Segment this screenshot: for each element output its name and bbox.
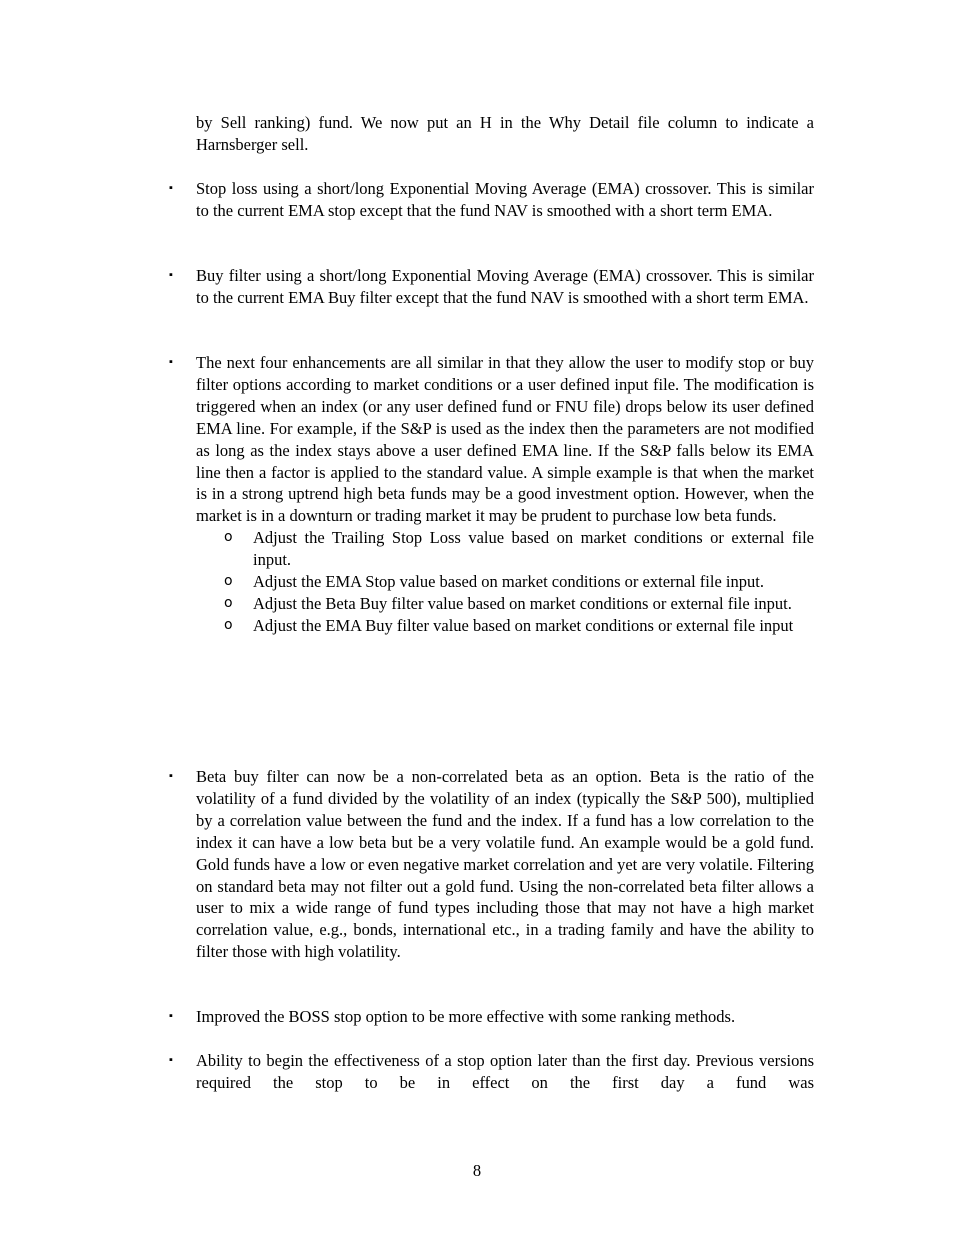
- bullet-paragraph-boss-stop: Improved the BOSS stop option to be more effective with some ranking methods.: [196, 1007, 736, 1026]
- bullet-paragraph-ema-stop: Stop loss using a short/long Exponential Moving Average (EMA) crossover. This is similar to the current EMA stop except that the fund NAV is smoothed with a short term EMA.: [196, 179, 814, 220]
- sub-item-text: Adjust the EMA Stop value based on market conditions or external file input.: [253, 572, 764, 592]
- bullet-marker: ▪: [169, 182, 173, 194]
- bullet-paragraph-non-correlated-beta: Beta buy filter can now be a non-correlated beta as an option. Beta is the ratio of the volatility of a fund divided by the volatility of an index (typically the S&P 500), multiplied by a correlation value between the fund and the index. If a fund has a low correlation to the index it can have a low beta but be a very volatile fund. An example would be a gold fund. Gold funds have a low or even negative market correlation and yet are very volatile. Filtering on standard beta may not filter out a gold fund. Using the non-correlated beta filter allows a user to mix a wide range of fund types including those that may not have a high market correlation value, e.g., bonds, international etc., in a trading family and have the ability to filter those with high volatility.: [196, 767, 814, 962]
- bullet-marker: ▪: [169, 1010, 173, 1022]
- sub-list-item: [196, 527, 814, 571]
- sub-bullet-marker: o: [224, 616, 233, 633]
- sub-list-item: [196, 593, 814, 615]
- bullet-paragraph-ema-buy-filter: Buy filter using a short/long Exponential Moving Average (EMA) crossover. This is similar to the current EMA Buy filter except that the fund NAV is smoothed with a short term EMA.: [196, 266, 814, 307]
- page-number: 8: [472, 1161, 482, 1180]
- sub-item-text: Adjust the Beta Buy filter value based on market conditions or external file input.: [253, 593, 792, 613]
- sub-item-text: Adjust the EMA Buy filter value based on market conditions or external file input: [253, 615, 794, 635]
- bullet-marker: ▪: [169, 269, 173, 281]
- sub-bullet-marker: o: [224, 573, 233, 590]
- bullet-marker: ▪: [169, 1054, 173, 1066]
- bullet-marker: ▪: [169, 356, 173, 368]
- sub-bullet-marker: o: [224, 594, 233, 611]
- bullet-marker: ▪: [169, 770, 173, 782]
- bullet-block-market-conditions: [196, 352, 814, 637]
- sub-bullet-marker: o: [224, 529, 233, 546]
- sub-bullet-list: [196, 527, 814, 637]
- bullet-paragraph-stop-start-day: Ability to begin the effectiveness of a stop option later than the first day. Previous versions required the stop to be in effect on the first day a fund was: [196, 1051, 814, 1092]
- sub-list-item: [196, 615, 814, 637]
- bullet-paragraph-market-conditions: The next four enhancements are all similar in that they allow the user to modify stop or buy filter options according to market conditions or a user defined input file. The modification is triggered when an index (or any user defined fund or FNU file) drops below its user defined EMA line. For example, if the S&P is used as the index then the parameters are not modified as long as the index stays above a user defined EMA line. If the S&P falls below its EMA line then a factor is applied to the standard value. A simple example is that when the market is in a strong uptrend high beta funds may be a good investment option. However, when the market is in a downturn or trading market it may be prudent to purchase low beta funds.: [196, 353, 814, 526]
- sub-list-item: [196, 571, 814, 593]
- sub-item-text: Adjust the Trailing Stop Loss value based on market conditions or external file input.: [253, 528, 814, 570]
- continuation-paragraph: by Sell ranking) fund. We now put an H in the Why Detail file column to indicate a Harnsberger sell.: [196, 113, 814, 154]
